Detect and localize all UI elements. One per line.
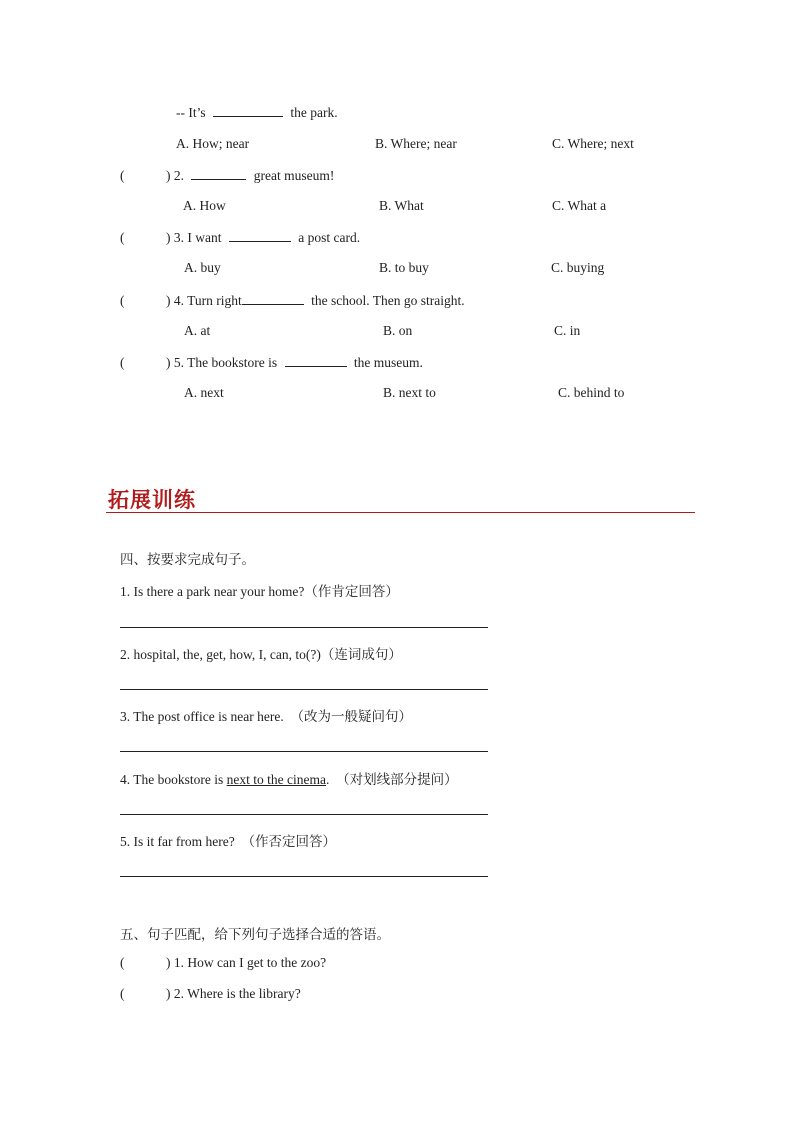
q5-paren[interactable]: ( bbox=[120, 355, 125, 370]
q5-option-a[interactable]: A. next bbox=[184, 385, 224, 400]
q2-option-c[interactable]: C. What a bbox=[552, 198, 607, 213]
q2-option-a[interactable]: A. How bbox=[183, 198, 226, 213]
part4-item-5: 5. Is it far from here? （作否定回答） bbox=[120, 834, 336, 850]
q3-option-a[interactable]: A. buy bbox=[184, 260, 221, 275]
part5-title: 五、句子匹配，给下列句子选择合适的答语。 bbox=[120, 927, 390, 943]
q2-line: ( ) 2. great museum! bbox=[120, 168, 335, 183]
q3-option-b[interactable]: B. to buy bbox=[379, 260, 429, 275]
part5-paren-1[interactable]: ( bbox=[120, 955, 125, 970]
q1-option-b[interactable]: B. Where; near bbox=[375, 136, 457, 151]
q2-blank[interactable] bbox=[191, 167, 246, 180]
q3-blank[interactable] bbox=[229, 229, 291, 242]
q5-option-c[interactable]: C. behind to bbox=[558, 385, 625, 400]
q4-option-b[interactable]: B. on bbox=[383, 323, 413, 338]
q3-option-c[interactable]: C. buying bbox=[551, 260, 605, 275]
q5-line: ( ) 5. The bookstore is the museum. bbox=[120, 355, 423, 370]
answer-line-2[interactable] bbox=[120, 689, 488, 690]
part5-item-1: ( ) 1. How can I get to the zoo? bbox=[120, 955, 327, 970]
answer-line-1[interactable] bbox=[120, 627, 488, 628]
q4-paren[interactable]: ( bbox=[120, 293, 125, 308]
q4-option-c[interactable]: C. in bbox=[554, 323, 581, 338]
q5-option-b[interactable]: B. next to bbox=[383, 385, 436, 400]
part5-paren-2[interactable]: ( bbox=[120, 986, 125, 1001]
part4-item-2: 2. hospital, the, get, how, I, can, to(?)（连词成句） bbox=[120, 647, 402, 663]
section-heading: 拓展训练 bbox=[108, 488, 196, 512]
q4-line: ( ) 4. Turn right the school. Then go straight. bbox=[120, 293, 465, 308]
q1-option-a[interactable]: A. How; near bbox=[176, 136, 250, 151]
q2-option-b[interactable]: B. What bbox=[379, 198, 424, 213]
section-divider bbox=[106, 512, 695, 513]
answer-line-5[interactable] bbox=[120, 876, 488, 877]
part5-item-2: ( ) 2. Where is the library? bbox=[120, 986, 301, 1001]
q5-blank[interactable] bbox=[285, 354, 347, 367]
part4-item-3: 3. The post office is near here. （改为一般疑问句） bbox=[120, 709, 412, 725]
underlined-phrase: next to the cinema bbox=[226, 772, 326, 787]
q3-line: ( ) 3. I want a post card. bbox=[120, 230, 361, 245]
part4-item-1: 1. Is there a park near your home?（作肯定回答） bbox=[120, 584, 399, 600]
q1-blank[interactable] bbox=[213, 104, 283, 117]
answer-line-3[interactable] bbox=[120, 751, 488, 752]
q4-option-a[interactable]: A. at bbox=[184, 323, 211, 338]
answer-line-4[interactable] bbox=[120, 814, 488, 815]
q4-blank[interactable] bbox=[242, 292, 304, 305]
q1-answer-line: -- It’s the park. bbox=[176, 105, 338, 120]
q3-paren[interactable]: ( bbox=[120, 230, 125, 245]
part4-item-4: 4. The bookstore is next to the cinema. （对划线部分提问） bbox=[120, 772, 458, 788]
q2-paren[interactable]: ( bbox=[120, 168, 125, 183]
part4-title: 四、按要求完成句子。 bbox=[120, 552, 255, 568]
q1-option-c[interactable]: C. Where; next bbox=[552, 136, 634, 151]
